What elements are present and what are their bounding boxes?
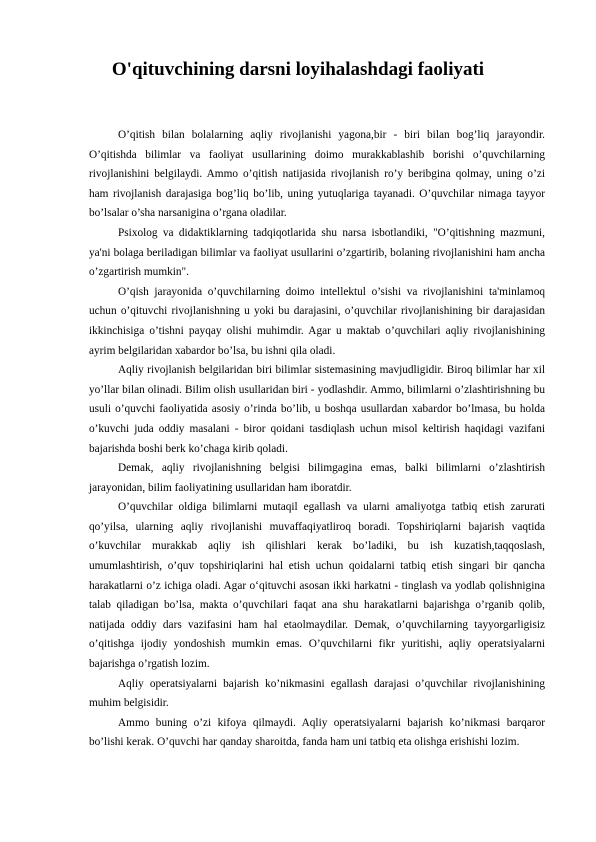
document-body — [89, 126, 545, 753]
paragraph-3: O’qish jarayonida o’quvchilarning doimo intellektul o’sishi va rivojlanishini ta'minlamoq uchun o’qituvchi rivojlanishning u yoki bu darajasini, o’quvchilar rivojlanishining bir darajasidan ikkinchisiga o’tishni payqay olishi muhimdir. Agar u maktab o’quvchilari aqliy rivojlanishining ayrim belgilaridan xabardor bo’lsa, bu ishni qila oladi. — [89, 285, 545, 357]
paragraph-2: Psixolog va didaktiklarning tadqiqotlarida shu narsa isbotlandiki, "O’qitishning mazmuni, ya'ni bolaga beriladigan bilimlar va faoliyat usullarini o’zgartirib, bolaning rivojlanishini ham ancha o’zgartirish mumkin". — [89, 226, 545, 279]
paragraph-4: Aqliy rivojlanish belgilaridan biri bilimlar sistemasining mavjudligidir. Biroq bilimlar har xil yo’llar bilan olinadi. Bilim olish usullaridan biri - yodlashdir. Ammo, bilimlarni o’zlashtirishning bu usuli o’quvchi faoliyatida asosiy o’rinda bo’lib, u boshqa usullardan xabardor bo’lmasa, bu holda o’kuvchi juda oddiy masalani - biror qoidani tasdiqlash uchun misol keltirish haqidagi vazifani bajarishda boshi berk ko’chaga kirib qoladi. — [89, 364, 545, 455]
paragraph-7: Aqliy operatsiyalarni bajarish ko’nikmasini egallash darajasi o’quvchilar rivojlanishining muhim belgisidir. — [89, 677, 545, 710]
paragraph-5: Demak, aqliy rivojlanishning belgisi bilimgagina emas, balki bilimlarni o’zlashtirish jarayonidan, bilim faoliyatining usullaridan ham iboratdir. — [89, 462, 545, 494]
document-title: O'qituvchining darsni loyihalashdagi faoliyati — [111, 59, 485, 80]
paragraph-1: O’qitish bilan bolalarning aqliy rivojlanishi yagona,bir - biri bilan bog’liq jarayondir. O’qitishda bilimlar va faoliyat usullarining doimo murakkablashib borishi o’quvchilarning rivojlanishini belgilaydi. Ammo o’qitish natijasida rivojlanish ro’y beribgina qolmay, uning o’zi ham rivojlanish darajasiga bog’liq bo’lib, uning yutuqlariga tayanadi. O’quvchilar nimaga tayyor bo’lsalar o’sha narsanigina o’rgana oladilar. — [89, 129, 545, 220]
paragraph-6: O’quvchilar oldiga bilimlarni mutaqil egallash va ularni amaliyotga tatbiq etish zarurati qo’yilsa, ularning aqliy rivojlanishi muvaffaqiyatliroq boradi. Topshiriqlarni bajarish vaqtida o’kuvchilar murakkab aqliy ish qilishlari kerak bo’ladiki, bu ish kuzatish,taqqoslash, umumlashtirish, o’quv topshiriqlarini hal etish uchun qoidalarni tatbiq etish singari bir qancha harakatlarni o’z ichiga oladi. Agar o‘qituvchi asosan ikki harkatni - tinglash va yodlab qolishnigina talab qiladigan bo’lsa, makta o’quvchilari faqat ana shu harakatlarni bajarishga o’rganib qolib, natijada oddiy dars vazifasini ham hal etaolmaydilar. Demak, o’quvchilarning tayyorgarligisiz o’qitishga ijodiy yondoshish mumkin emas. O’quvchilarni fikr yuritishi, aqliy operatsiyalarni bajarishga o’rgatish lozim. — [89, 501, 545, 671]
paragraph-8: Ammo buning o’zi kifoya qilmaydi. Aqliy operatsiyalarni bajarish ko’nikmasi barqaror bo’lishi kerak. O’quvchi har qanday sharoitda, fanda ham uni tatbiq eta olishga erishishi lozim. — [89, 716, 545, 749]
